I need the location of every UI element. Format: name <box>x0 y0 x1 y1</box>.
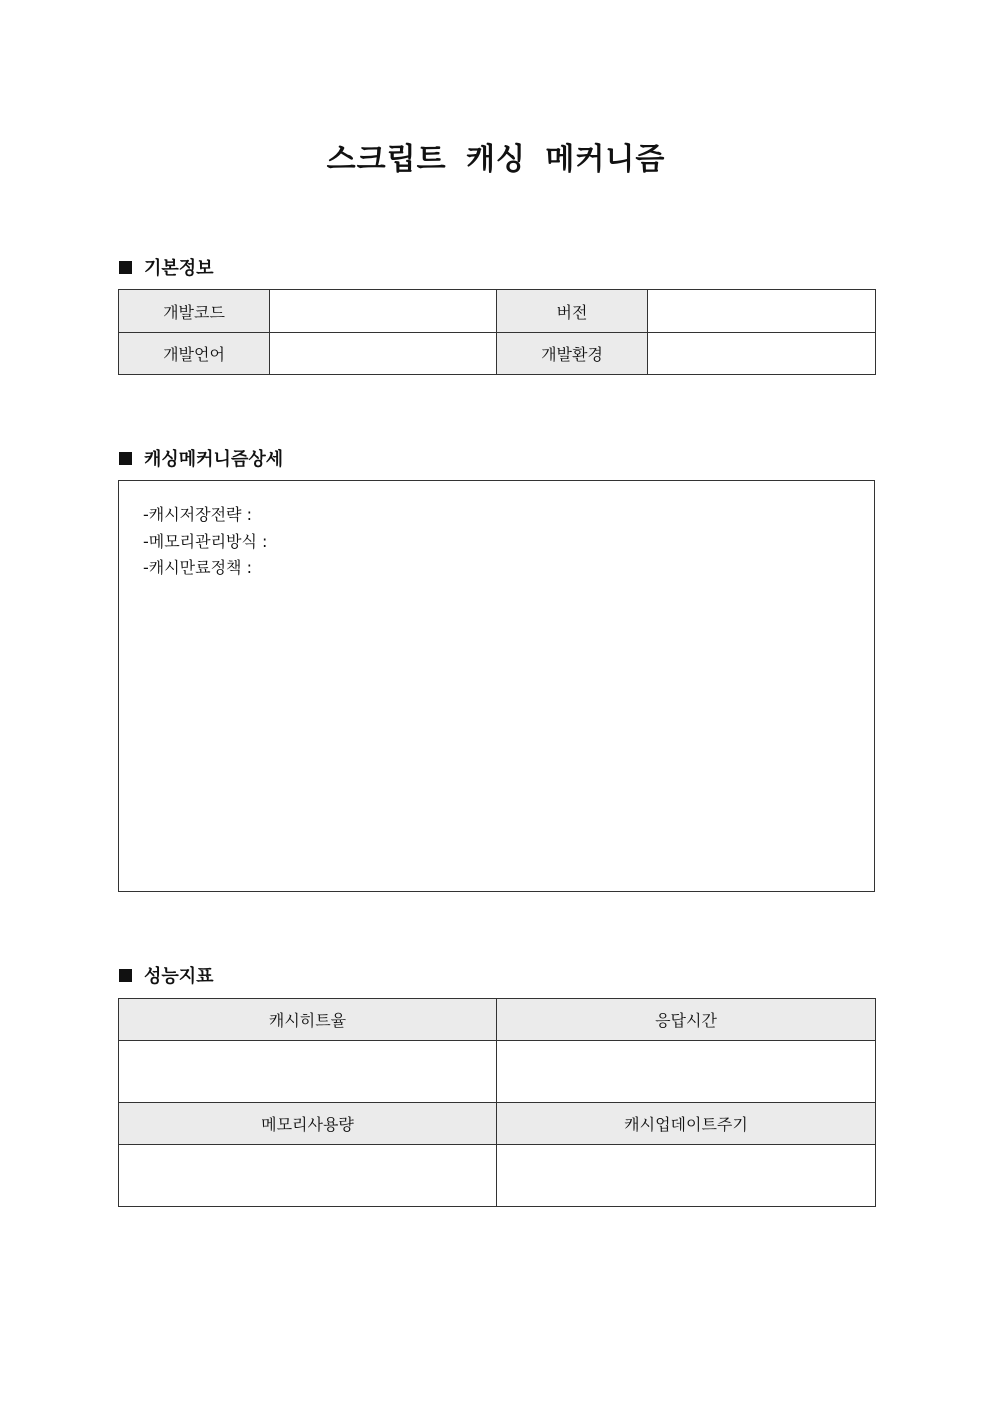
cache-expiry-policy-line: -캐시만료정책 : <box>143 558 252 577</box>
response-time-value[interactable] <box>497 1041 876 1103</box>
table-row <box>119 333 876 375</box>
table-row <box>119 290 876 333</box>
square-bullet-icon <box>119 261 132 274</box>
document-title: 스크립트 캐싱 메커니즘 <box>326 142 666 177</box>
memory-usage-label: 메모리사용량 <box>119 1103 497 1145</box>
memory-management-line: -메모리관리방식 : <box>143 532 268 551</box>
section-title-basic: 기본정보 <box>144 258 214 279</box>
dev-language-label: 개발언어 <box>119 333 270 375</box>
caching-detail-box[interactable] <box>118 480 875 892</box>
section-title-perf: 성능지표 <box>144 966 214 987</box>
square-bullet-icon <box>119 452 132 465</box>
dev-code-value[interactable] <box>270 290 497 333</box>
hit-rate-label: 캐시히트율 <box>119 999 497 1041</box>
dev-environment-label: 개발환경 <box>497 333 648 375</box>
version-value[interactable] <box>648 290 876 333</box>
table-row <box>119 1103 876 1145</box>
section-title-detail: 캐싱메커니즘상세 <box>144 449 284 470</box>
basic-info-table <box>118 289 876 375</box>
version-label: 버전 <box>497 290 648 333</box>
table-row <box>119 1145 876 1207</box>
section-basic-info <box>119 254 214 280</box>
dev-code-label: 개발코드 <box>119 290 270 333</box>
cache-storage-strategy-line: -캐시저장전략 : <box>143 505 252 524</box>
section-performance <box>119 962 214 988</box>
hit-rate-value[interactable] <box>119 1041 497 1103</box>
dev-environment-value[interactable] <box>648 333 876 375</box>
table-row <box>119 1041 876 1103</box>
memory-usage-value[interactable] <box>119 1145 497 1207</box>
square-bullet-icon <box>119 969 132 982</box>
performance-table <box>118 998 876 1207</box>
table-row <box>119 999 876 1041</box>
update-cycle-value[interactable] <box>497 1145 876 1207</box>
dev-language-value[interactable] <box>270 333 497 375</box>
section-caching-detail <box>119 445 283 471</box>
update-cycle-label: 캐시업데이트주기 <box>497 1103 876 1145</box>
response-time-label: 응답시간 <box>497 999 876 1041</box>
